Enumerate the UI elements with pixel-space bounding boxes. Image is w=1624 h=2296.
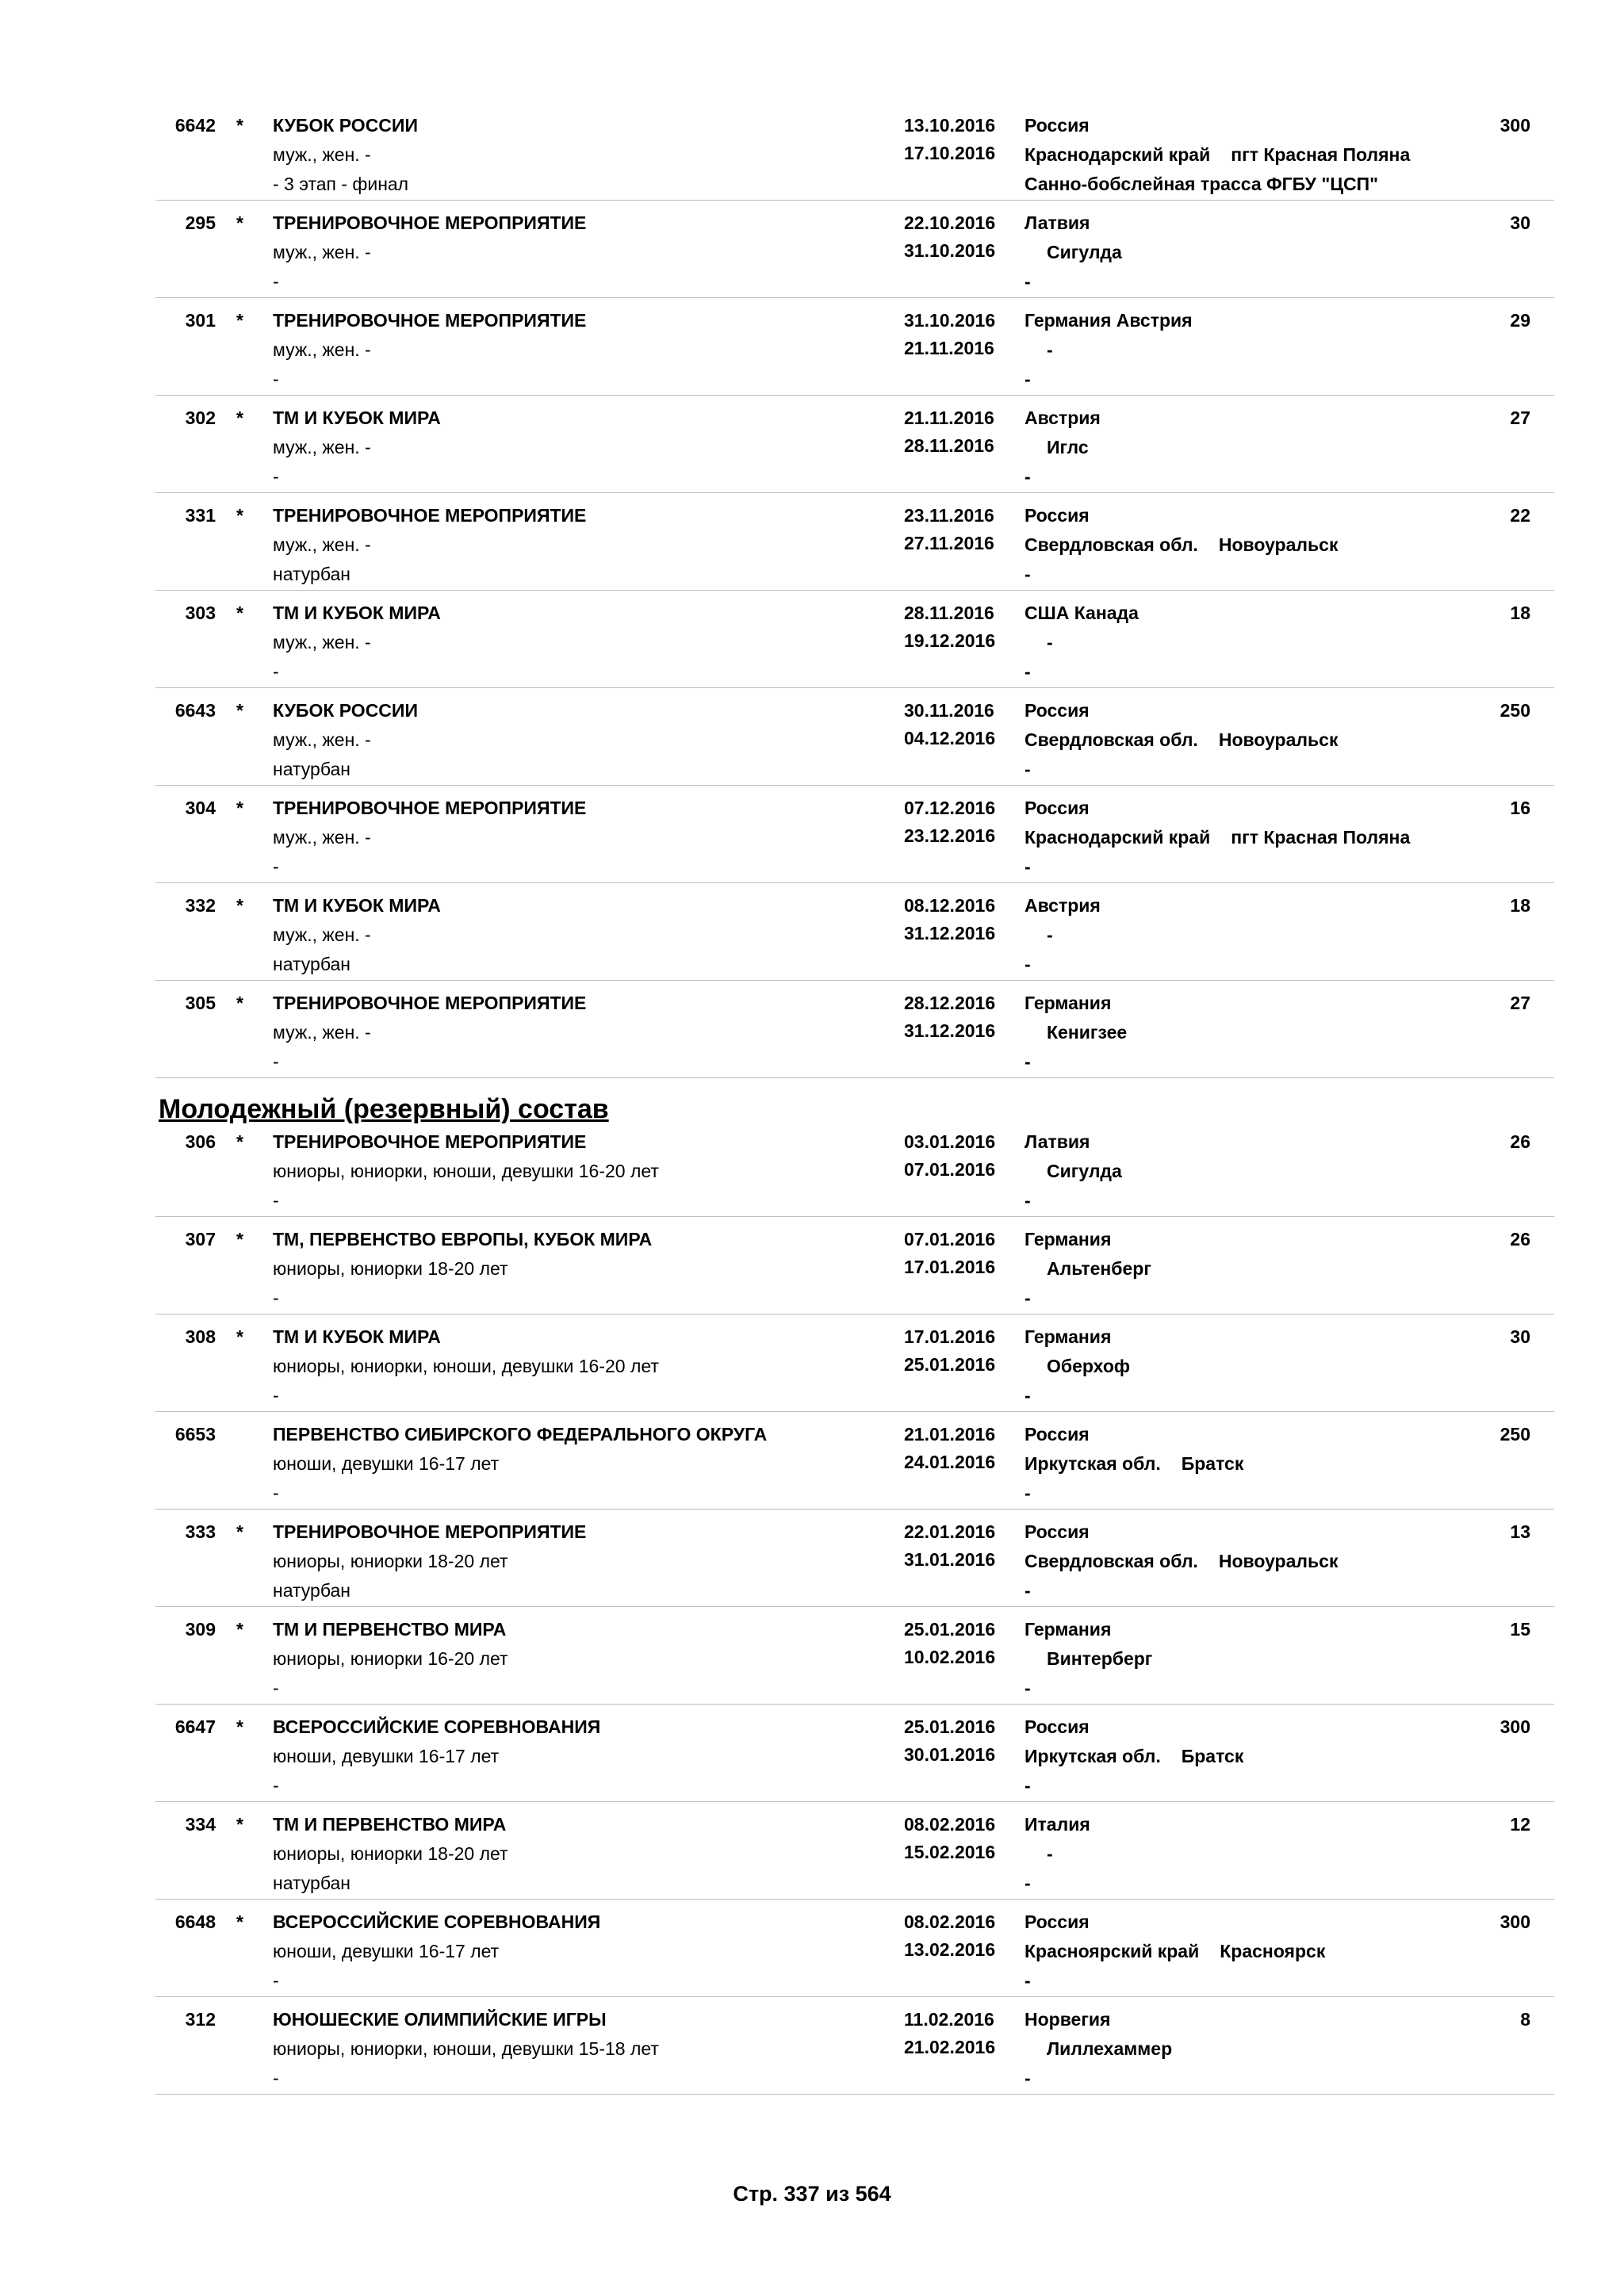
event-participants: юниоры, юниорки 18-20 лет xyxy=(273,1258,508,1279)
event-participants: муж., жен. - xyxy=(273,632,371,652)
date-end: 13.02.2016 xyxy=(904,1939,996,1960)
event-note: - xyxy=(273,661,279,682)
event-participants: муж., жен. - xyxy=(273,827,371,848)
date-end: 21.11.2016 xyxy=(904,338,994,358)
event-venue: - xyxy=(1025,1051,1031,1072)
star-marker: * xyxy=(236,1911,243,1932)
event-region: Иркутская обл. xyxy=(1025,1746,1161,1766)
event-row xyxy=(155,1705,1554,1802)
event-title: ТМ И ПЕРВЕНСТВО МИРА xyxy=(273,1619,507,1640)
event-number: 303 xyxy=(185,603,216,623)
date-end: 30.01.2016 xyxy=(904,1744,996,1765)
event-city: - xyxy=(1047,1843,1053,1864)
event-row xyxy=(155,1217,1554,1314)
event-city: пгт Красная Поляна xyxy=(1231,827,1411,848)
event-country: Россия xyxy=(1025,798,1090,818)
event-venue: - xyxy=(1025,856,1031,877)
event-row xyxy=(155,201,1554,298)
event-note: - xyxy=(273,1678,279,1698)
event-region: Свердловская обл. xyxy=(1025,729,1198,750)
event-city: - xyxy=(1047,924,1053,945)
event-city: Сигулда xyxy=(1047,242,1122,262)
date-start: 30.11.2016 xyxy=(904,700,994,721)
event-note: - xyxy=(273,856,279,877)
event-country: Россия xyxy=(1025,1521,1090,1542)
event-venue: - xyxy=(1025,1385,1031,1406)
participant-count: 12 xyxy=(1510,1814,1530,1835)
event-city: Братск xyxy=(1181,1453,1244,1474)
event-title: ТРЕНИРОВОЧНОЕ МЕРОПРИЯТИЕ xyxy=(273,993,587,1013)
star-marker: * xyxy=(236,505,243,526)
date-start: 28.11.2016 xyxy=(904,603,994,623)
event-venue: - xyxy=(1025,1483,1031,1503)
event-note: натурбан xyxy=(273,564,350,584)
event-city: Братск xyxy=(1181,1746,1244,1766)
participant-count: 15 xyxy=(1510,1619,1530,1640)
event-number: 302 xyxy=(185,408,216,428)
event-country: США Канада xyxy=(1025,603,1139,623)
participant-count: 250 xyxy=(1500,1424,1530,1445)
participant-count: 300 xyxy=(1500,1716,1530,1737)
event-participants: муж., жен. - xyxy=(273,924,371,945)
event-participants: юноши, девушки 16-17 лет xyxy=(273,1941,500,1961)
event-title: КУБОК РОССИИ xyxy=(273,700,418,721)
event-note: натурбан xyxy=(273,759,350,779)
event-participants: юниоры, юниорки, юноши, девушки 15-18 лет xyxy=(273,2038,659,2059)
event-title: ТРЕНИРОВОЧНОЕ МЕРОПРИЯТИЕ xyxy=(273,212,587,233)
participant-count: 18 xyxy=(1510,603,1530,623)
participant-count: 26 xyxy=(1510,1131,1530,1152)
event-city: Альтенберг xyxy=(1047,1258,1151,1279)
star-marker: * xyxy=(236,1521,243,1542)
event-row xyxy=(155,1900,1554,1997)
event-participants: юниоры, юниорки 18-20 лет xyxy=(273,1843,508,1864)
event-row xyxy=(155,103,1554,201)
event-row xyxy=(155,493,1554,591)
event-country: Россия xyxy=(1025,1716,1090,1737)
participant-count: 27 xyxy=(1510,993,1530,1013)
event-title: ТРЕНИРОВОЧНОЕ МЕРОПРИЯТИЕ xyxy=(273,1521,587,1542)
event-row xyxy=(155,1802,1554,1900)
date-end: 17.10.2016 xyxy=(904,143,996,163)
date-start: 08.02.2016 xyxy=(904,1911,996,1932)
star-marker: * xyxy=(236,993,243,1013)
event-number: 6643 xyxy=(174,700,216,721)
event-city: Лиллехаммер xyxy=(1047,2038,1173,2059)
event-participants: муж., жен. - xyxy=(273,242,371,262)
participant-count: 13 xyxy=(1510,1521,1530,1542)
date-start: 07.01.2016 xyxy=(904,1229,996,1249)
event-participants: юниоры, юниорки, юноши, девушки 16-20 лет xyxy=(273,1161,659,1181)
event-row xyxy=(155,1607,1554,1705)
star-marker: * xyxy=(236,1619,243,1640)
participant-count: 22 xyxy=(1510,505,1530,526)
event-participants: юниоры, юниорки 18-20 лет xyxy=(273,1551,508,1571)
event-participants: муж., жен. - xyxy=(273,339,371,360)
star-marker: * xyxy=(236,895,243,916)
event-row xyxy=(155,1510,1554,1607)
date-end: 17.01.2016 xyxy=(904,1257,996,1277)
event-venue: - xyxy=(1025,271,1031,292)
event-number: 304 xyxy=(185,798,216,818)
event-title: ТМ И КУБОК МИРА xyxy=(273,603,441,623)
event-venue: - xyxy=(1025,2068,1031,2088)
event-city: Кенигзее xyxy=(1047,1022,1128,1043)
event-row xyxy=(155,1314,1554,1412)
event-city: Винтерберг xyxy=(1047,1648,1153,1669)
event-number: 308 xyxy=(185,1326,216,1347)
event-venue: - xyxy=(1025,1775,1031,1796)
date-end: 27.11.2016 xyxy=(904,533,994,553)
event-country: Россия xyxy=(1025,115,1090,136)
date-end: 31.12.2016 xyxy=(904,1020,996,1041)
event-number: 6647 xyxy=(174,1716,216,1737)
event-country: Латвия xyxy=(1025,212,1090,233)
event-title: ТМ И КУБОК МИРА xyxy=(273,408,441,428)
star-marker: * xyxy=(236,1716,243,1737)
date-start: 07.12.2016 xyxy=(904,798,996,818)
event-city: Новоуральск xyxy=(1218,534,1339,555)
date-end: 23.12.2016 xyxy=(904,825,996,846)
event-note: - xyxy=(273,369,279,389)
event-country: Россия xyxy=(1025,505,1090,526)
event-participants: муж., жен. - xyxy=(273,534,371,555)
event-venue: - xyxy=(1025,1288,1031,1308)
event-country: Германия xyxy=(1025,993,1112,1013)
date-end: 28.11.2016 xyxy=(904,435,994,456)
event-venue: - xyxy=(1025,1970,1031,1991)
event-venue: - xyxy=(1025,954,1031,974)
event-title: ТРЕНИРОВОЧНОЕ МЕРОПРИЯТИЕ xyxy=(273,505,587,526)
date-end: 10.02.2016 xyxy=(904,1647,996,1667)
event-venue: - xyxy=(1025,564,1031,584)
event-venue: - xyxy=(1025,661,1031,682)
event-location xyxy=(1025,1550,1338,1572)
event-number: 295 xyxy=(185,212,216,233)
event-venue: - xyxy=(1025,466,1031,487)
date-start: 17.01.2016 xyxy=(904,1326,996,1347)
event-location xyxy=(1025,144,1410,166)
event-row xyxy=(155,298,1554,396)
participant-count: 30 xyxy=(1510,1326,1530,1347)
event-title: ТРЕНИРОВОЧНОЕ МЕРОПРИЯТИЕ xyxy=(273,1131,587,1152)
date-start: 25.01.2016 xyxy=(904,1716,996,1737)
date-start: 25.01.2016 xyxy=(904,1619,996,1640)
event-number: 332 xyxy=(185,895,216,916)
event-location xyxy=(1025,1452,1243,1475)
event-note: - xyxy=(273,1775,279,1796)
events-table-main xyxy=(155,103,1554,1078)
event-number: 6648 xyxy=(174,1911,216,1932)
date-start: 23.11.2016 xyxy=(904,505,994,526)
event-title: КУБОК РОССИИ xyxy=(273,115,418,136)
event-participants: юноши, девушки 16-17 лет xyxy=(273,1453,500,1474)
date-end: 21.02.2016 xyxy=(904,2037,996,2057)
date-start: 03.01.2016 xyxy=(904,1131,996,1152)
event-city: Сигулда xyxy=(1047,1161,1122,1181)
event-participants: муж., жен. - xyxy=(273,729,371,750)
date-start: 13.10.2016 xyxy=(904,115,996,136)
event-note: - xyxy=(273,466,279,487)
event-number: 331 xyxy=(185,505,216,526)
date-end: 25.01.2016 xyxy=(904,1354,996,1375)
event-title: ПЕРВЕНСТВО СИБИРСКОГО ФЕДЕРАЛЬНОГО ОКРУГА xyxy=(273,1424,768,1445)
star-marker: * xyxy=(236,408,243,428)
event-country: Италия xyxy=(1025,1814,1090,1835)
event-region: Свердловская обл. xyxy=(1025,534,1198,555)
event-location xyxy=(1025,1940,1325,1962)
event-title: ТРЕНИРОВОЧНОЕ МЕРОПРИЯТИЕ xyxy=(273,798,587,818)
event-city: - xyxy=(1047,339,1053,360)
event-venue: - xyxy=(1025,759,1031,779)
event-region: Краснодарский край xyxy=(1025,144,1211,165)
participant-count: 30 xyxy=(1510,212,1530,233)
event-number: 6653 xyxy=(174,1424,216,1445)
event-participants: муж., жен. - xyxy=(273,1022,371,1043)
participant-count: 27 xyxy=(1510,408,1530,428)
participant-count: 300 xyxy=(1500,1911,1530,1932)
participant-count: 29 xyxy=(1510,310,1530,331)
event-note: натурбан xyxy=(273,1873,350,1893)
star-marker: * xyxy=(236,798,243,818)
event-venue: - xyxy=(1025,1678,1031,1698)
event-number: 307 xyxy=(185,1229,216,1249)
event-country: Латвия xyxy=(1025,1131,1090,1152)
event-location xyxy=(1025,729,1338,751)
event-participants: юниоры, юниорки, юноши, девушки 16-20 лет xyxy=(273,1356,659,1376)
event-country: Австрия xyxy=(1025,408,1101,428)
events-table-youth xyxy=(155,1119,1554,2095)
event-region: Иркутская обл. xyxy=(1025,1453,1161,1474)
event-row xyxy=(155,396,1554,493)
event-country: Россия xyxy=(1025,1911,1090,1932)
date-start: 31.10.2016 xyxy=(904,310,996,331)
event-note: - xyxy=(273,1190,279,1211)
date-start: 21.11.2016 xyxy=(904,408,994,428)
event-title: ТМ И КУБОК МИРА xyxy=(273,895,441,916)
date-end: 04.12.2016 xyxy=(904,728,996,748)
date-start: 11.02.2016 xyxy=(904,2009,994,2030)
participant-count: 26 xyxy=(1510,1229,1530,1249)
event-title: ТМ И ПЕРВЕНСТВО МИРА xyxy=(273,1814,507,1835)
event-city: Новоуральск xyxy=(1218,1551,1339,1571)
star-marker: * xyxy=(236,115,243,136)
date-end: 31.10.2016 xyxy=(904,240,996,261)
event-title: ЮНОШЕСКИЕ ОЛИМПИЙСКИЕ ИГРЫ xyxy=(273,2009,607,2030)
section-heading: Молодежный (резервный) состав xyxy=(159,1094,609,1124)
event-note: - xyxy=(273,271,279,292)
event-number: 309 xyxy=(185,1619,216,1640)
event-country: Германия xyxy=(1025,1619,1112,1640)
event-row xyxy=(155,1412,1554,1510)
date-end: 31.01.2016 xyxy=(904,1549,996,1570)
event-number: 333 xyxy=(185,1521,216,1542)
event-note: - xyxy=(273,1970,279,1991)
date-start: 21.01.2016 xyxy=(904,1424,996,1445)
participant-count: 300 xyxy=(1500,115,1530,136)
event-title: ВСЕРОССИЙСКИЕ СОРЕВНОВАНИЯ xyxy=(273,1716,601,1737)
event-region: Свердловская обл. xyxy=(1025,1551,1198,1571)
participant-count: 8 xyxy=(1520,2009,1530,2030)
event-row xyxy=(155,1119,1554,1217)
event-city: Оберхоф xyxy=(1047,1356,1131,1376)
event-country: Австрия xyxy=(1025,895,1101,916)
event-country: Норвегия xyxy=(1025,2009,1111,2030)
event-region: Краснодарский край xyxy=(1025,827,1211,848)
date-start: 22.10.2016 xyxy=(904,212,996,233)
date-start: 28.12.2016 xyxy=(904,993,996,1013)
date-start: 08.02.2016 xyxy=(904,1814,996,1835)
event-row xyxy=(155,1997,1554,2095)
event-note: - xyxy=(273,2068,279,2088)
event-number: 6642 xyxy=(174,115,216,136)
star-marker: * xyxy=(236,212,243,233)
event-title: ТМ, ПЕРВЕНСТВО ЕВРОПЫ, КУБОК МИРА xyxy=(273,1229,653,1249)
event-note: - xyxy=(273,1483,279,1503)
event-location xyxy=(1025,826,1410,848)
page-footer: Стр. 337 из 564 xyxy=(733,2182,891,2206)
event-region: Красноярский край xyxy=(1025,1941,1200,1961)
event-country: Германия Австрия xyxy=(1025,310,1193,331)
event-title: ВСЕРОССИЙСКИЕ СОРЕВНОВАНИЯ xyxy=(273,1911,601,1932)
date-end: 07.01.2016 xyxy=(904,1159,996,1180)
event-participants: муж., жен. - xyxy=(273,144,371,165)
date-end: 15.02.2016 xyxy=(904,1842,996,1862)
event-note: - xyxy=(273,1051,279,1072)
event-participants: юноши, девушки 16-17 лет xyxy=(273,1746,500,1766)
event-venue: - xyxy=(1025,1190,1031,1211)
event-number: 306 xyxy=(185,1131,216,1152)
event-venue: - xyxy=(1025,369,1031,389)
star-marker: * xyxy=(236,1131,243,1152)
event-note: натурбан xyxy=(273,954,350,974)
event-city: Красноярск xyxy=(1220,1941,1326,1961)
event-city: - xyxy=(1047,632,1053,652)
star-marker: * xyxy=(236,1814,243,1835)
date-start: 08.12.2016 xyxy=(904,895,996,916)
event-row xyxy=(155,981,1554,1078)
event-number: 301 xyxy=(185,310,216,331)
event-note: натурбан xyxy=(273,1580,350,1601)
event-title: ТМ И КУБОК МИРА xyxy=(273,1326,441,1347)
date-start: 22.01.2016 xyxy=(904,1521,996,1542)
event-location xyxy=(1025,534,1338,556)
event-row xyxy=(155,883,1554,981)
star-marker: * xyxy=(236,310,243,331)
date-end: 24.01.2016 xyxy=(904,1452,996,1472)
participant-count: 16 xyxy=(1510,798,1530,818)
event-note: - xyxy=(273,1385,279,1406)
event-participants: юниоры, юниорки 16-20 лет xyxy=(273,1648,508,1669)
event-number: 305 xyxy=(185,993,216,1013)
event-number: 312 xyxy=(185,2009,216,2030)
star-marker: * xyxy=(236,700,243,721)
event-number: 334 xyxy=(185,1814,216,1835)
event-venue: - xyxy=(1025,1580,1031,1601)
event-venue: Санно-бобслейная трасса ФГБУ "ЦСП" xyxy=(1025,174,1379,194)
star-marker: * xyxy=(236,603,243,623)
event-row xyxy=(155,688,1554,786)
event-city: Новоуральск xyxy=(1218,729,1339,750)
date-end: 19.12.2016 xyxy=(904,630,996,651)
event-row xyxy=(155,591,1554,688)
event-country: Россия xyxy=(1025,1424,1090,1445)
event-location xyxy=(1025,1745,1243,1767)
participant-count: 18 xyxy=(1510,895,1530,916)
star-marker: * xyxy=(236,1326,243,1347)
event-participants: муж., жен. - xyxy=(273,437,371,457)
event-note: - 3 этап - финал xyxy=(273,174,409,194)
event-country: Германия xyxy=(1025,1326,1112,1347)
event-country: Россия xyxy=(1025,700,1090,721)
event-note: - xyxy=(273,1288,279,1308)
participant-count: 250 xyxy=(1500,700,1530,721)
event-row xyxy=(155,786,1554,883)
event-city: Иглс xyxy=(1047,437,1089,457)
event-venue: - xyxy=(1025,1873,1031,1893)
event-city: пгт Красная Поляна xyxy=(1231,144,1411,165)
date-end: 31.12.2016 xyxy=(904,923,996,943)
star-marker: * xyxy=(236,1229,243,1249)
event-country: Германия xyxy=(1025,1229,1112,1249)
event-title: ТРЕНИРОВОЧНОЕ МЕРОПРИЯТИЕ xyxy=(273,310,587,331)
